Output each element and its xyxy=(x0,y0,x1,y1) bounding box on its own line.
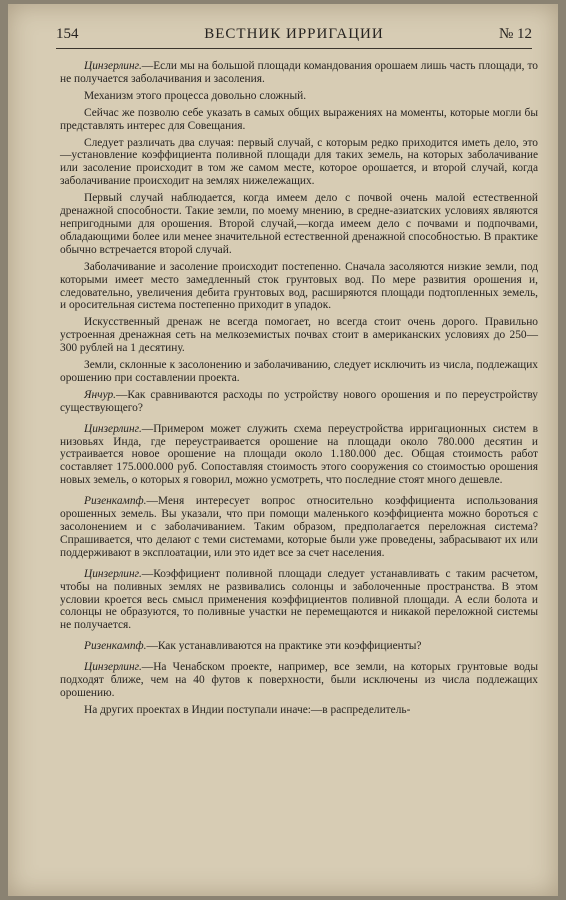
paragraph xyxy=(60,704,538,717)
paragraph-text: —Коэффициент поливной площади следует устанавливать с таким расчетом, чтобы на поливных землях не развивались солонцы и заболоченные пространства. В этом условии кроется весь смысл применения коэффициентов поливной площади. А если болота и солонцы не образуются, то поливные участки не перемещаются и никакой переложной системы не получается. xyxy=(60,567,538,632)
paragraph xyxy=(60,661,538,700)
speaker-name: Цинзерлинг. xyxy=(84,567,142,580)
page-header xyxy=(56,26,532,49)
issue-number: № 12 xyxy=(498,26,532,42)
paragraph xyxy=(60,568,538,633)
document-page xyxy=(8,4,558,896)
paragraph xyxy=(60,137,538,189)
paragraph xyxy=(60,423,538,488)
paragraph-text: —Если мы на большой площади командования орошаем лишь часть площади, то не получается заболачивания и засоления. xyxy=(60,60,538,85)
paragraph-text: Заболачивание и засоление происходит постепенно. Сначала засоляются низкие земли, под которыми имеет место замедленный сток грунтовых вод. По мере развития орошения и, следовательно, увеличения дебита грунтовых вод, расширяются площади подтопленных земель, и оросительная система постепенно приходит в упадок. xyxy=(60,260,538,312)
paragraph-text: Сейчас же позволю себе указать в самых общих выражениях на моменты, которые могли бы представлять интерес для Совещания. xyxy=(60,106,538,132)
paragraph-text: Искусственный дренаж не всегда помогает, но всегда стоит очень дорого. Правильно устроенная дренажная сеть на мелкоземистых почвах стоит в американских условиях до 250—300 рублей на 1 десятину. xyxy=(60,316,538,355)
paragraph xyxy=(60,640,538,653)
paragraph xyxy=(60,90,538,103)
paragraph-text: Следует различать два случая: первый случай, с которым редко приходится иметь дело, это—установление коэффициента поливной площади для таких земель, на которых заболачивание или засоление происходит в том же самом месте, которое орошается, и второй случай, когда заболачивание происходит на землях нижележащих. xyxy=(60,136,538,188)
paragraph-text: Земли, склонные к засолонению и заболачиванию, следует исключить из числа, подлежащих орошению при составлении проекта. xyxy=(60,359,538,384)
speaker-name: Цинзерлинг. xyxy=(84,661,142,674)
speaker-name: Ризенкампф. xyxy=(84,495,147,508)
journal-title: ВЕСТНИК ИРРИГАЦИИ xyxy=(204,26,384,42)
paragraph-text: —Как сравниваются расходы по устройству нового орошения и по переустройству существующего? xyxy=(60,388,538,414)
paragraph xyxy=(60,107,538,133)
paragraph-text: Механизм этого процесса довольно сложный. xyxy=(84,89,307,102)
paragraph xyxy=(60,389,538,415)
paragraph xyxy=(60,316,538,355)
paragraph xyxy=(60,60,538,86)
page-number: 154 xyxy=(56,26,79,42)
paragraph-text: Первый случай наблюдается, когда имеем дело с почвой очень малой естественной дренажной способности. Такие земли, по моему мнению, в средне-азиатских условиях являются непригодными для орошения. Второй случай,—когда имеем дело с почвами и подпочвами, обладающими более или менее значительной естественной дренажной способностью. В практике обычно встречается второй случай. xyxy=(60,192,538,256)
paragraph xyxy=(60,359,538,385)
speaker-name: Янчур. xyxy=(84,388,117,401)
paragraph-text: На других проектах в Индии поступали иначе:—в распределитель- xyxy=(84,703,411,716)
paragraph xyxy=(60,192,538,257)
paragraph-text: —Как устанавливаются на практике эти коэффициенты? xyxy=(146,640,422,653)
paragraph-text: —Примером может служить схема переустройства ирригационных систем в низовьях Инда, где переустраивается орошение на площади около 780.000 десятин и устраивается новое орошение на площади около 1.180.000 дес. Общая стоимость работ составляет 175.000.000 руб. Сопоставляя стоимость этого сооружения со стоимостью орошения новых земель, о которых я говорил, можно усмотреть, что последние стоят много дешевле. xyxy=(60,422,538,487)
speaker-name: Ризенкампф. xyxy=(84,640,147,653)
paragraph xyxy=(60,261,538,313)
speaker-name: Цинзерлинг. xyxy=(84,60,142,72)
article-body xyxy=(60,60,538,721)
paragraph xyxy=(60,495,538,560)
paragraph-text: —На Ченабском проекте, например, все земли, на которых грунтовые воды подходят ближе, чем на 40 футов к поверхности, были исключены из числа подлежащих орошению. xyxy=(60,661,538,699)
paragraph-text: —Меня интересует вопрос относительно коэффициента использования орошенных земель. Вы указали, что при помощи маленького коэффициента можно бороться с засолонением и с заболачиванием. Таким образом, предполагается переложная система? Спрашивается, что делают с теми системами, которые были уже проведены, забрасывают их или поддерживают в эксплоатации, или это идет все за счет населения. xyxy=(60,495,538,559)
speaker-name: Цинзерлинг. xyxy=(84,422,142,435)
